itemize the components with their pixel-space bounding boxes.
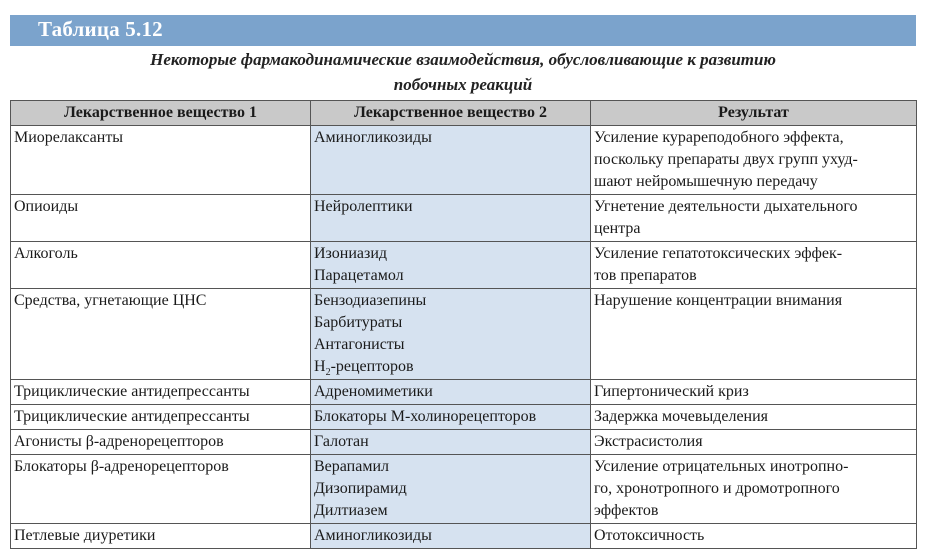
caption-line-2: побочных реакций [393, 75, 533, 94]
cell-drug2 [311, 380, 591, 405]
result-line: го, хронотропного и дромотропного [594, 480, 840, 497]
result-line: шают нейромышечную передачу [594, 173, 818, 190]
table-label-banner [10, 15, 916, 46]
cell-drug2 [311, 289, 591, 380]
cell-drug1: Миорелаксанты [11, 126, 311, 195]
drug2-line: Антагонисты [314, 336, 405, 353]
h2-suffix: -рецепторов [330, 358, 414, 375]
cell-drug2 [311, 524, 591, 549]
table-row [11, 380, 917, 405]
cell-drug1: Трициклические антидепрессанты [11, 380, 311, 405]
cell-result [591, 126, 917, 195]
drug2-line: Галотан [314, 433, 369, 450]
table-header-row [11, 101, 917, 126]
drug2-line: Аминогликозиды [314, 527, 432, 544]
drug2-line: Адреномиметики [314, 383, 433, 400]
cell-drug2 [311, 405, 591, 430]
result-line: Ототоксичность [594, 527, 705, 544]
table-row [11, 242, 917, 289]
drug2-line: Изониазид [314, 245, 388, 262]
column-header-drug2: Лекарственное вещество 2 [311, 101, 591, 126]
drug2-line: Блокаторы М-холинорецепторов [314, 408, 537, 425]
column-header-result: Результат [591, 101, 917, 126]
table-row [11, 455, 917, 524]
cell-drug1: Алкоголь [11, 242, 311, 289]
cell-drug1: Опиоиды [11, 195, 311, 242]
cell-drug2 [311, 430, 591, 455]
cell-result [591, 195, 917, 242]
drug2-line: Аминогликозиды [314, 129, 432, 146]
cell-drug2 [311, 242, 591, 289]
result-line: Угнетение деятельности дыхательного [594, 198, 858, 215]
table-row [11, 195, 917, 242]
cell-drug1: Трициклические антидепрессанты [11, 405, 311, 430]
cell-drug1: Средства, угнетающие ЦНС [11, 289, 311, 380]
h2-subscript: 2 [325, 367, 331, 379]
cell-result [591, 455, 917, 524]
drug2-line: Дилтиазем [314, 502, 388, 519]
result-line: тов препаратов [594, 267, 697, 284]
result-line: Гипертонический криз [594, 383, 749, 400]
cell-result [591, 242, 917, 289]
result-line: Усиление гепатотоксических эффек- [594, 245, 843, 262]
table-label: Таблица 5.12 [38, 17, 163, 41]
cell-result [591, 430, 917, 455]
table-row [11, 289, 917, 380]
table-row [11, 524, 917, 549]
result-line: Экстрасистолия [594, 433, 703, 450]
cell-drug2 [311, 455, 591, 524]
drug2-line: Дизопирамид [314, 480, 407, 497]
drug2-line: Нейролептики [314, 198, 413, 215]
result-line: Нарушение концентрации внимания [594, 292, 843, 309]
cell-result [591, 380, 917, 405]
result-line: Усиление отрицательных инотропно- [594, 458, 849, 475]
interactions-table [10, 100, 917, 549]
cell-drug1: Блокаторы β-адренорецепторов [11, 455, 311, 524]
table-row [11, 126, 917, 195]
cell-result [591, 289, 917, 380]
drug2-line-h2-receptors [314, 356, 587, 378]
cell-drug2 [311, 126, 591, 195]
result-line: Задержка мочевыделения [594, 408, 769, 425]
cell-result [591, 524, 917, 549]
drug2-line: Барбитураты [314, 314, 403, 331]
cell-drug2 [311, 195, 591, 242]
table-row [11, 430, 917, 455]
drug2-line: Парацетамол [314, 267, 404, 284]
result-line: центра [594, 220, 641, 237]
cell-drug1: Петлевые диуретики [11, 524, 311, 549]
table-row [11, 405, 917, 430]
column-header-drug1: Лекарственное вещество 1 [11, 101, 311, 126]
result-line: Усиление курареподобного эффекта, [594, 129, 844, 146]
h2-prefix: H [314, 358, 326, 375]
drug2-line: Верапамил [314, 458, 389, 475]
result-line: эффектов [594, 502, 659, 519]
caption-line-1: Некоторые фармакодинамические взаимодействия, обусловливающие к развитию [150, 50, 776, 69]
cell-drug1: Агонисты β-адренорецепторов [11, 430, 311, 455]
table-caption [10, 47, 916, 97]
drug2-line: Бензодиазепины [314, 292, 427, 309]
cell-result [591, 405, 917, 430]
result-line: поскольку препараты двух групп ухуд- [594, 151, 858, 168]
